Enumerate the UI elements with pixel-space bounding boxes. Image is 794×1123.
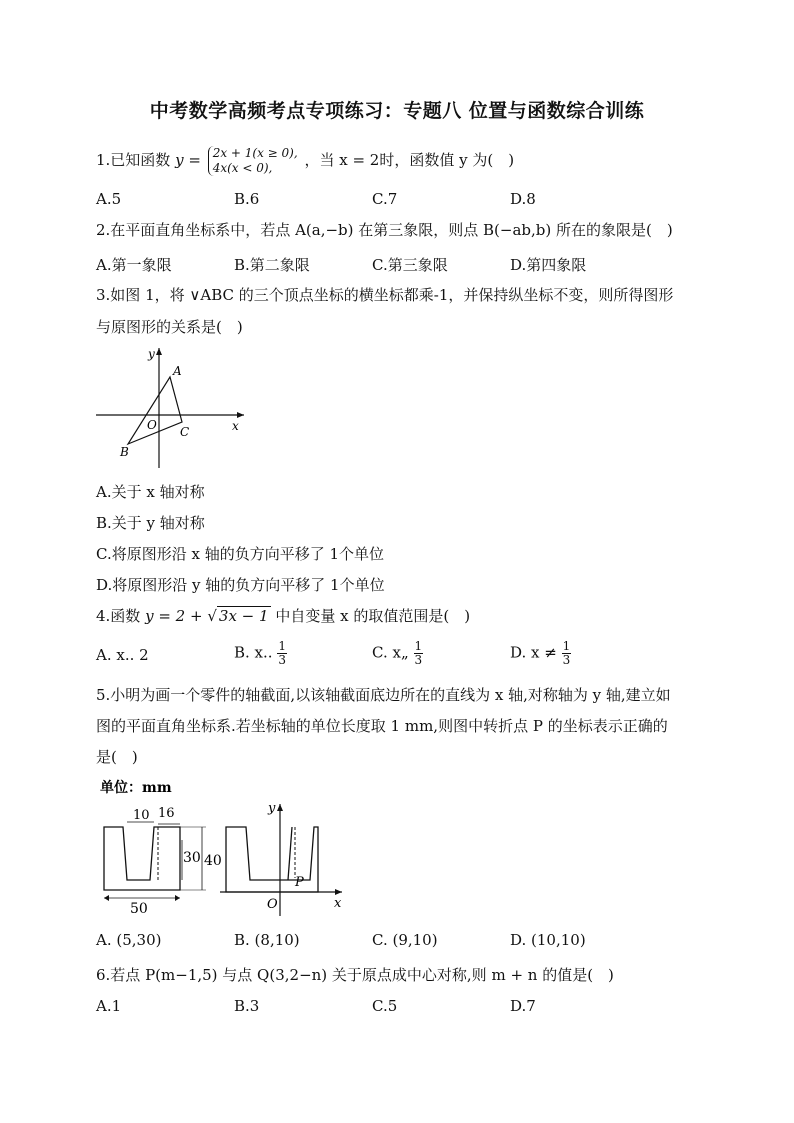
question-4 [96,605,470,626]
q5-option-c: C. (9,10) [372,931,438,949]
q5-dim-50: 50 [130,901,148,917]
q4-b-num: 1 [278,639,286,653]
q5-y-arrow-icon [277,804,283,811]
q4-option-d-label: D. x ≠ [510,643,557,662]
q3-triangle [128,377,182,444]
q3-point-b-label: B [120,445,129,459]
q3-triangle-figure [96,340,256,470]
q4-option-b-fraction [277,640,287,667]
q4-option-d-fraction [562,640,572,667]
q1-func: y = [175,151,201,169]
q6-option-b: B.3 [234,997,260,1015]
q4-b-den: 3 [278,653,286,667]
document-title: 中考数学高频考点专项练习：专题八 位置与函数综合训练 [149,100,645,122]
q4-option-a: A. x.. 2 [96,646,149,664]
q1-case-2: 4x(x < 0), [212,161,273,175]
q5-dim-16: 16 [158,806,175,821]
q6-option-c: C.5 [372,997,398,1015]
q5-unit-label: 单位：mm [100,780,172,796]
q3-option-c: C.将原图形沿 x 轴的负方向平移了 1个单位 [96,545,385,563]
q6-option-a: A.1 [96,997,122,1015]
q5-dim-40: 40 [204,853,222,869]
q1-piecewise [208,146,298,176]
q3-x-arrow-icon [237,412,244,418]
q5-dim-50-arrow-right-icon [175,895,180,901]
question-1 [96,146,514,176]
q4-sqrt-icon: √ [207,607,217,625]
q1-option-c: C.7 [372,190,398,208]
q1-option-b: B.6 [234,190,260,208]
q4-option-d [510,640,571,667]
q3-y-arrow-icon [156,348,162,355]
q1-suffix: ，当 x = 2时，函数值 y 为( ) [304,151,515,169]
q2-option-d: D.第四象限 [510,256,587,274]
q1-option-d: D.8 [510,190,536,208]
q1-prefix: 1.已知函数 [96,151,171,169]
q5-point-p-label: P [295,875,304,890]
q4-suffix: 中自变量 x 的取值范围是( ) [275,607,471,625]
q5-dim-30: 30 [183,850,201,866]
q4-c-den: 3 [414,653,423,667]
question-6: 6.若点 P(m−1,5) 与点 Q(3,2−n) 关于原点成中心对称,则 m + n 的值是( ) [96,966,614,984]
q3-option-b: B.关于 y 轴对称 [96,514,205,532]
q2-option-c: C.第三象限 [372,256,448,274]
question-5-line-3: 是( ) [96,748,138,766]
q5-dim-10: 10 [133,808,150,823]
q3-option-d: D.将原图形沿 y 轴的负方向平移了 1个单位 [96,576,385,594]
q5-origin-label: O [267,897,278,912]
q5-x-arrow-icon [335,889,342,895]
q4-option-b-label: B. x.. [234,643,273,662]
q3-y-label: y [148,347,155,361]
q5-option-d: D. (10,10) [510,931,586,949]
q3-x-label: x [232,419,239,433]
question-2: 2.在平面直角坐标系中，若点 A(a,−b) 在第三象限，则点 B(−ab,b) 所在的象限是( ) [96,221,673,239]
q2-option-a: A.第一象限 [96,256,172,274]
q5-right-inner-edge [288,827,292,880]
q5-left-part [104,827,180,890]
q3-point-a-label: A [173,364,182,378]
q5-x-label: x [334,896,342,911]
q5-dim-50-arrow-left-icon [104,895,109,901]
q2-option-b: B.第二象限 [234,256,310,274]
q1-case-1: 2x + 1(x ≥ 0), [212,146,298,160]
q4-radicand: 3x − 1 [218,607,269,625]
q5-option-b: B. (8,10) [234,931,300,949]
q4-option-c [372,640,423,667]
q4-d-den: 3 [562,653,571,667]
q4-prefix: 4.函数 [96,607,141,625]
q3-point-c-label: C [180,425,190,439]
q5-right-part [226,827,318,892]
q3-option-a: A.关于 x 轴对称 [96,483,205,501]
q1-option-a: A.5 [96,190,122,208]
q4-option-c-fraction [414,640,424,667]
question-5-line-2: 图的平面直角坐标系.若坐标轴的单位长度取 1 mm,则图中转折点 P 的坐标表示正确的 [96,717,668,735]
question-3-line-2: 与原图形的关系是( ) [96,318,243,336]
q5-option-a: A. (5,30) [96,931,162,949]
q5-y-label: y [268,801,276,816]
q4-c-num: 1 [414,639,423,653]
q4-option-c-label: C. x„ [372,643,409,662]
q4-func: y = 2 + [145,607,203,625]
q6-option-d: D.7 [510,997,536,1015]
question-5-line-1: 5.小明为画一个零件的轴截面,以该轴截面底边所在的直线为 x 轴,对称轴为 y 轴,建立如 [96,686,671,704]
q4-option-b [234,640,287,667]
q4-d-num: 1 [562,639,571,653]
q5-part-figure [96,774,356,920]
q3-origin-label: O [147,418,157,432]
question-3-line-1: 3.如图 1，将 ∨ABC 的三个顶点坐标的横坐标都乘-1，并保持纵坐标不变，则所得图形 [96,286,674,304]
